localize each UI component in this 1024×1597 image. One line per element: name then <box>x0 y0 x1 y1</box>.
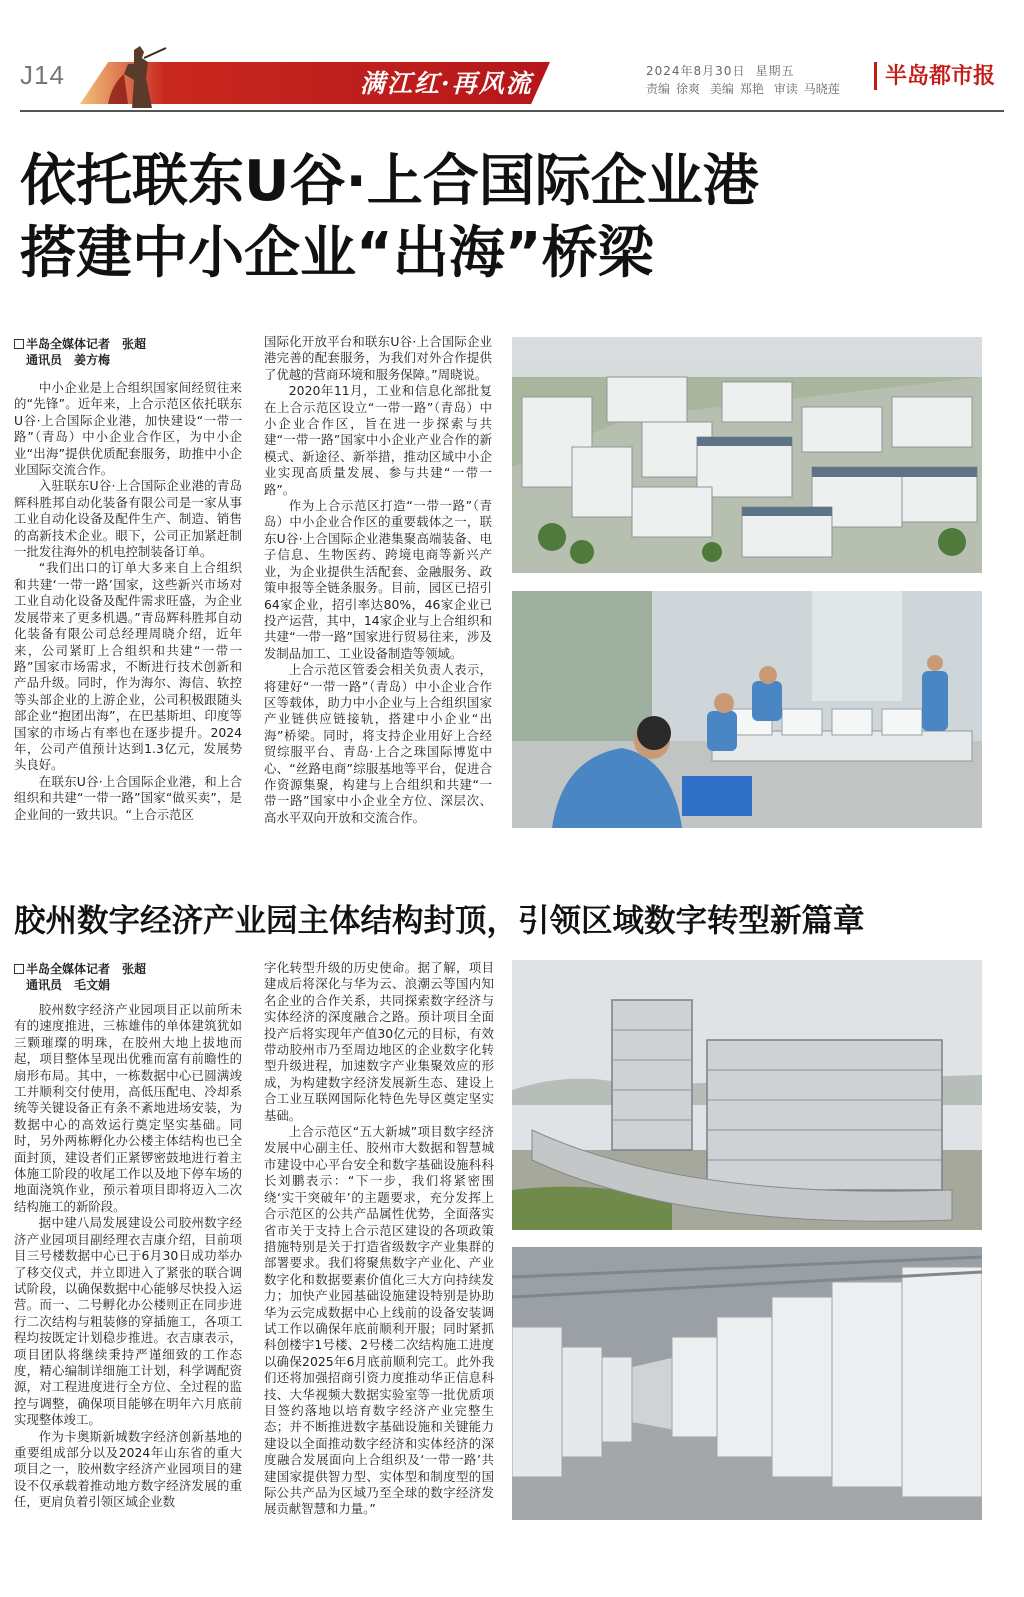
article1-column-2 <box>264 334 492 826</box>
masthead-divider <box>20 110 1004 112</box>
editor-name: 徐爽 <box>676 82 701 96</box>
article1-column-1 <box>14 380 242 823</box>
designer-name: 郑艳 <box>739 82 764 96</box>
article1-byline-correspondent: 通讯员 姜方梅 <box>26 353 111 367</box>
article2-byline <box>14 961 146 993</box>
article2-paragraph: 上合示范区“五大新城”项目数字经济发展中心副主任、胶州市大数据和智慧城市建设中心平台安全和数字基础设施科科长刘鹏表示：“下一步，我们将紧密围绕‘实干突破年’的主题要求，充分发挥上合示范区的公共产品属性优势，全面落实省市关于支持上合示范区建设的各项政策措施特别是关于打造省级数字产业集群的部署要求。我们将聚焦数字产业化、产业数字化和数据要素价值化三大方向持续发力；加快产业园基础设施建设特别是协助华为云完成数据中心上线前的设备安装调试工作以确保年底前顺利开服；同时紧抓科创楼宇1号楼、2号楼二次结构施工进度以确保2025年6月底前顺利完工。此外我们还将加强招商引资力度推动华正信息科技、大华视频大数据实验室等一批优质项目签约落地以培育数字经济产业完整生态；并不断推进数字基础设施和关键能力建设以全面推动数字经济和实体经济的深度融合发展面向上合组织及‘一带一路’共建国家提供智力型、实体型和制度型的国际公共产品为区域乃至全球的数字经济发展贡献智慧和力量。” <box>264 1124 494 1517</box>
article1-paragraph: 入驻联东U谷·上合国际企业港的青岛辉科胜邦自动化装备有限公司是一家从事工业自动化设备及配件生产、制造、销售的高新技术企业。眼下，公司正加紧赶制一批发往海外的机电控制装备订单。 <box>14 478 242 560</box>
article1-paragraph: 上合示范区管委会相关负责人表示，将建好“一带一路”（青岛）中小企业合作区等载体，助力中小企业与上合组织国家产业链供应链接轨，搭建中小企业“出海”桥梁。同时，将支持企业用好上合经贸综服平台、青岛·上合之珠国际博览中心、“丝路电商”综服基地等平台，促进合作资源集聚，构建与上合组织和共建“一带一路”国家中小企业全方位、深层次、高水平双向开放和交流合作。 <box>264 662 492 825</box>
article1-paragraph-continued: 国际化开放平台和联东U谷·上合国际企业港完善的配套服务，为我们对外合作提供了优越的营商环境和服务保障。”周晓说。 <box>264 334 492 382</box>
editor-label: 责编 <box>646 82 671 96</box>
proofreader-name: 马晓莲 <box>803 82 840 96</box>
article2-paragraph-continued: 字化转型升级的历史使命。据了解，项目建成后将深化与华为云、浪潮云等国内知名企业的合作关系，共同探索数字经济与实体经济的深度融合之路。预计项目全面投产后将实现年产值30亿元的目标，有效带动胶州市乃至周边地区的企业数字化转型升级进程，加速数字产业集聚效应的形成，为构建数字经济发展新生态、建设上合工业互联网国际化特色先导区奠定坚实基础。 <box>264 960 494 1123</box>
issue-date: 2024年8月30日 <box>646 64 746 78</box>
column-banner <box>80 44 550 112</box>
article1-paragraph: 作为上合示范区打造“一带一路”（青岛）中小企业合作区的重要载体之一，联东U谷·上合国际企业港集聚高端装备、电子信息、生物医药、跨境电商等新兴产业，为企业提供生活配套、金融服务、政策申报等全链条服务。目前，园区已招引64家企业，招引率达80%，46家企业已投产运营，其中，14家企业与上合组织和共建“一带一路”国家进行贸易往来，涉及发制品加工、工业设备制造等领域。 <box>264 498 492 661</box>
article2-paragraph: 胶州数字经济产业园项目正以前所未有的速度推进，三栋雄伟的单体建筑犹如三颗璀璨的明珠，在胶州大地上拔地而起，项目整体呈现出优雅而富有前瞻性的扇形布局。其中，一栋数据中心已圆满竣工并顺利交付使用，高低压配电、冷却系统等关键设备正有条不紊地进场安装，为数据中心的高效运行奠定坚实基础。同时，另外两栋孵化办公楼主体结构也已全面封顶，建设者们正紧锣密鼓地进行着主体施工阶段的收尾工作以及地下停车场的地面浇筑作业，预示着项目即将迈入二次结构施工的新阶段。 <box>14 1002 242 1214</box>
article2-paragraph: 据中建八局发展建设公司胶州数字经济产业园项目副经理衣吉康介绍，目前项目三号楼数据中心已于6月30日成功举办了移交仪式，并立即进入了紧张的联合调试阶段，以确保数据中心能够尽快投入运营。而一、二号孵化办公楼则正在同步进行二次结构与粗装修的穿插施工，各项工程均按既定计划稳步推进。衣吉康表示，项目团队将继续秉持严谨细致的工作态度，精心编制详细施工计划，科学调配资源，对工程进度进行全方位、全过程的监控与调整，确保项目能够在明年六月底前实现整体竣工。 <box>14 1215 242 1428</box>
article2-paragraph: 作为卡奥斯新城数字经济创新基地的重要组成部分以及2024年山东省的重大项目之一，胶州数字经济产业园项目的建设不仅承载着推动地方数字经济发展的重任，更肩负着引领区域企业数 <box>14 1428 242 1510</box>
issue-weekday: 星期五 <box>755 64 795 78</box>
paper-logo: 半岛都市报 <box>874 62 995 90</box>
data-center-interior-photo <box>512 1247 982 1520</box>
construction-site-photo <box>512 960 982 1230</box>
issue-meta <box>646 62 846 98</box>
byline-square-icon <box>14 964 24 974</box>
article1-headline-line1: 依托联东U谷·上合国际企业港 <box>20 149 759 214</box>
article2-byline-reporter: 半岛全媒体记者 张超 <box>26 962 147 976</box>
byline-square-icon <box>14 339 24 349</box>
article1-paragraph: 在联东U谷·上合国际企业港，和上合组织和共建“一带一路”国家“做买卖”，是企业间的一致共识。“上合示范区 <box>14 773 242 822</box>
article1-paragraph: 2020年11月，工业和信息化部批复在上合示范区设立“一带一路”（青岛）中小企业合作区，旨在进一步探索与共建“一带一路”国家中小企业产业合作的新模式、新途径、新举措，推动区域中小企业实现高质量发展、参与共建“一带一路”。 <box>264 383 492 497</box>
article2-headline: 胶州数字经济产业园主体结构封顶，引领区域数字转型新篇章 <box>14 903 865 939</box>
industrial-park-aerial-photo <box>512 337 982 573</box>
proofreader-label: 审读 <box>773 82 798 96</box>
article1-byline-reporter: 半岛全媒体记者 张超 <box>26 337 147 351</box>
article1-paragraph: “我们出口的订单大多来自上合组织和共建‘一带一路’国家，这些新兴市场对工业自动化设备及配件需求旺盛，为企业发展带来了更多机遇。”青岛辉科胜邦自动化装备有限公司总经理周晓介绍，近年来，公司紧盯上合组织和共建“一带一路”国家市场需求，不断进行技术创新和产品升级。同时，作为海尔、海信、软控等头部企业的上游企业，公司积极跟随头部企业“抱团出海”，在巴基斯坦、印度等国家的市场占有率也在逐步提升。2024年，公司产值预计达到1.3亿元，发展势头良好。 <box>14 560 242 773</box>
article2-column-1 <box>14 1002 242 1511</box>
column-title: 满江红·再风流 <box>360 69 533 98</box>
article2-byline-correspondent: 通讯员 毛文娟 <box>26 978 111 992</box>
article2-column-2 <box>264 960 494 1518</box>
article1-headline <box>20 146 1010 290</box>
designer-label: 美编 <box>709 82 734 96</box>
article1-paragraph: 中小企业是上合组织国家间经贸往来的“先锋”。近年来，上合示范区依托联东U谷·上合国际企业港，加快建设“一带一路”（青岛）中小企业合作区，为中小企业“出海”提供优质配套服务，助推中小企业国际交流合作。 <box>14 380 242 478</box>
article1-headline-line2: 搭建中小企业“出海”桥梁 <box>20 221 654 286</box>
warrior-figure-icon <box>104 44 174 112</box>
article1-byline <box>14 336 146 368</box>
page-number: J14 <box>20 60 65 90</box>
factory-workers-photo <box>512 591 982 828</box>
